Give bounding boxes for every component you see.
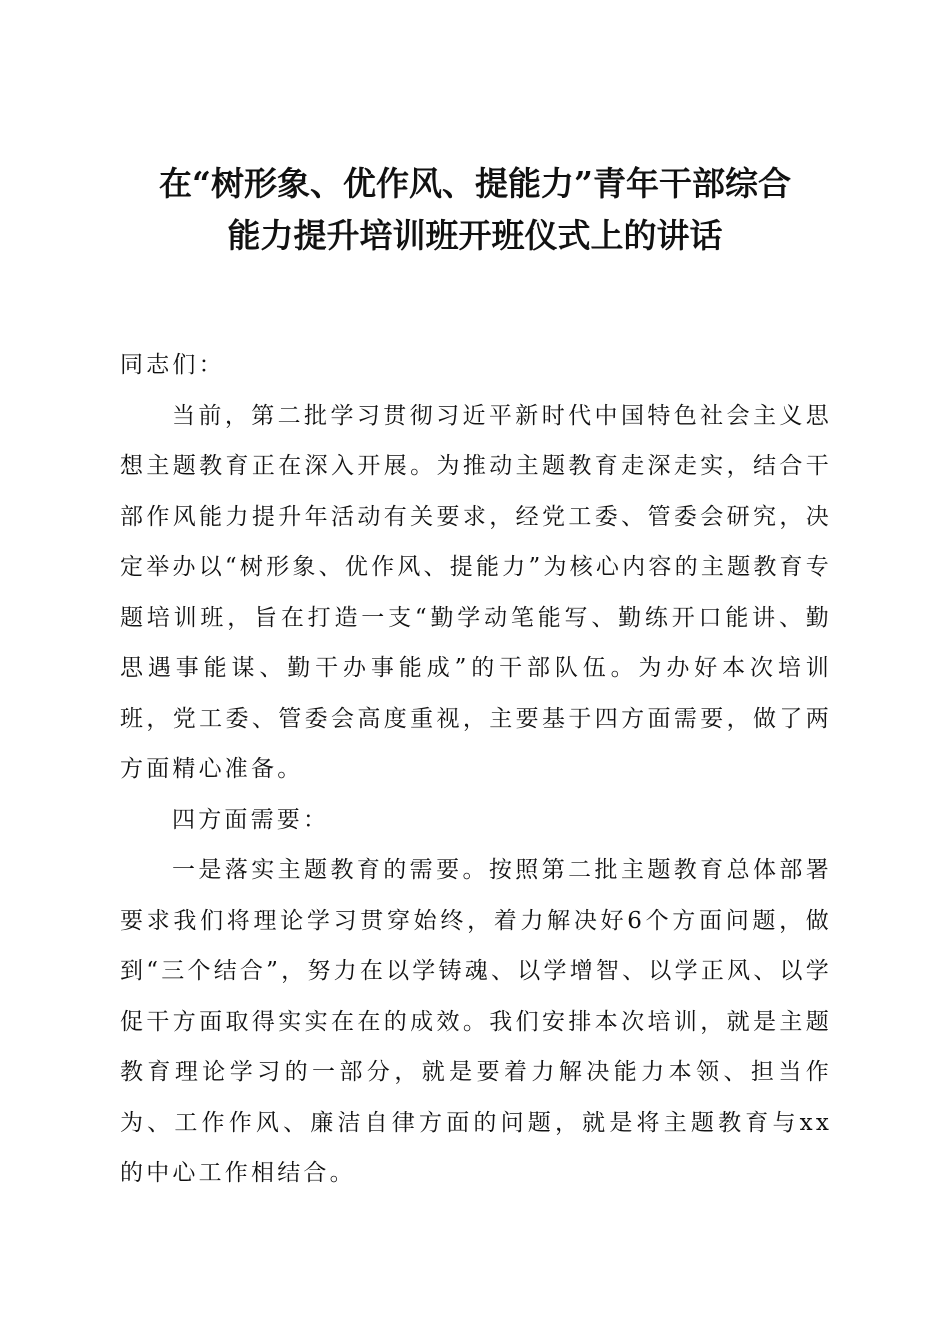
paragraph-need-one: 一是落实主题教育的需要。按照第二批主题教育总体部署要求我们将理论学习贯穿始终，着力解决好6个方面问题，做到“三个结合”，努力在以学铸魂、以学增智、以学正风、以学促干方面取得实实在在的成效。我们安排本次培训，就是主题教育理论学习的一部分，就是要着力解决能力本领、担当作为、工作作风、廉洁自律方面的问题，就是将主题教育与xx的中心工作相结合。 <box>120 857 832 1186</box>
paragraph-intro: 当前，第二批学习贯彻习近平新时代中国特色社会主义思想主题教育正在深入开展。为推动主题教育走深走实，结合干部作风能力提升年活动有关要求，经党工委、管委会研究，决定举办以“树形象、优作风、提能力”为核心内容的主题教育专题培训班，旨在打造一支“勤学动笔能写、勤练开口能讲、勤思遇事能谋、勤干办事能成”的干部队伍。为办好本次培训班，党工委、管委会高度重视，主要基于四方面需要，做了两方面精心准备。 <box>120 402 832 782</box>
document-body <box>120 340 832 1199</box>
title-line-1: 在“树形象、优作风、提能力”青年干部综合 <box>159 164 791 203</box>
document-title <box>110 158 840 262</box>
salutation: 同志们： <box>120 352 225 378</box>
title-line-2: 能力提升培训班开班仪式上的讲话 <box>227 216 723 255</box>
paragraph-four-needs-heading: 四方面需要： <box>172 806 330 833</box>
